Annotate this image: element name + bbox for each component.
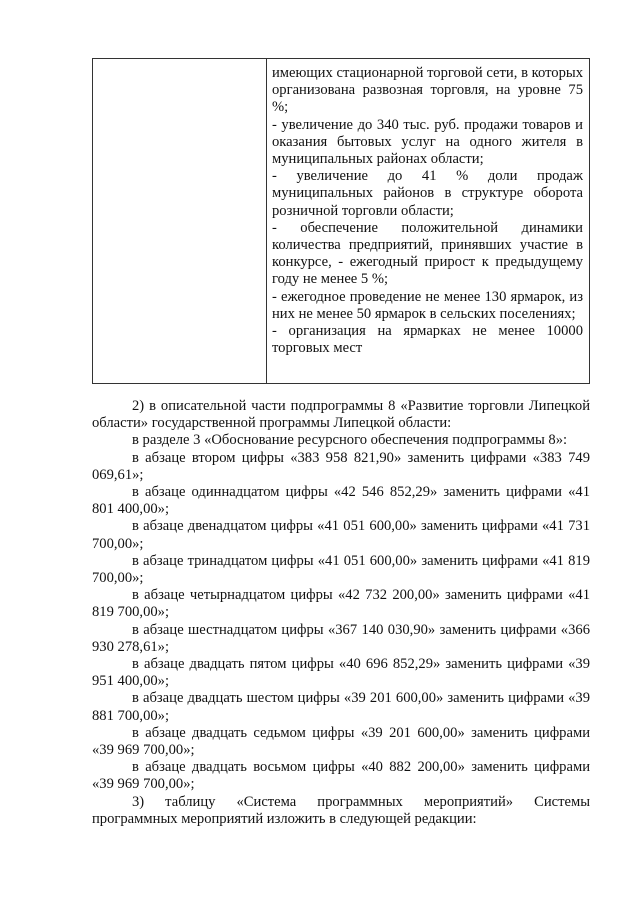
body-paragraph: в абзаце двадцать пятом цифры «40 696 852,29» заменить цифрами «39 951 400,00»; xyxy=(92,656,590,690)
table-text-line: - увеличение до 41 % доли продаж муниципальных районов в структуре оборота розничной торговли области; xyxy=(272,168,583,219)
body-paragraph: 2) в описательной части подпрограммы 8 «Развитие торговли Липецкой области» государственной программы Липецкой области: xyxy=(92,398,590,432)
body-paragraph: в абзаце шестнадцатом цифры «367 140 030,90» заменить цифрами «366 930 278,61»; xyxy=(92,621,590,655)
document-body xyxy=(92,398,590,828)
body-paragraph: 3) таблицу «Система программных мероприятий» Системы программных мероприятий изложить в следующей редакции: xyxy=(92,793,590,827)
table-text-line: имеющих стационарной торговой сети, в которых организована развозная торговля, на уровне 75 %; xyxy=(272,65,583,116)
body-paragraph: в абзаце четырнадцатом цифры «42 732 200,00» заменить цифрами «41 819 700,00»; xyxy=(92,587,590,621)
body-paragraph: в абзаце втором цифры «383 958 821,90» заменить цифрами «383 749 069,61»; xyxy=(92,449,590,483)
document-table xyxy=(92,58,590,384)
table-right-cell xyxy=(267,59,589,357)
body-paragraph: в абзаце двадцать седьмом цифры «39 201 600,00» заменить цифрами «39 969 700,00»; xyxy=(92,724,590,759)
table-left-cell xyxy=(93,59,267,383)
table-text-line: - увеличение до 340 тыс. руб. продажи товаров и оказания бытовых услуг на одного жителя в муниципальных районах области; xyxy=(272,116,583,168)
body-paragraph: в абзаце двенадцатом цифры «41 051 600,00» заменить цифрами «41 731 700,00»; xyxy=(92,518,590,552)
body-paragraph: в абзаце двадцать восьмом цифры «40 882 200,00» заменить цифрами «39 969 700,00»; xyxy=(92,759,590,793)
body-paragraph: в абзаце тринадцатом цифры «41 051 600,00» заменить цифрами «41 819 700,00»; xyxy=(92,552,590,587)
table-text-line: - ежегодное проведение не менее 130 ярмарок, из них не менее 50 ярмарок в сельских поселениях; xyxy=(272,288,583,322)
table-text-line: - организация на ярмарках не менее 10000 торговых мест xyxy=(272,323,583,357)
body-paragraph: в абзаце одиннадцатом цифры «42 546 852,29» заменить цифрами «41 801 400,00»; xyxy=(92,484,590,518)
table-text-line: - обеспечение положительной динамики количества предприятий, принявших участие в конкурсе, - ежегодный прирост к предыдущему году не менее 5 %; xyxy=(272,219,583,288)
body-paragraph: в абзаце двадцать шестом цифры «39 201 600,00» заменить цифрами «39 881 700,00»; xyxy=(92,690,590,724)
body-paragraph: в разделе 3 «Обоснование ресурсного обеспечения подпрограммы 8»: xyxy=(132,432,568,449)
